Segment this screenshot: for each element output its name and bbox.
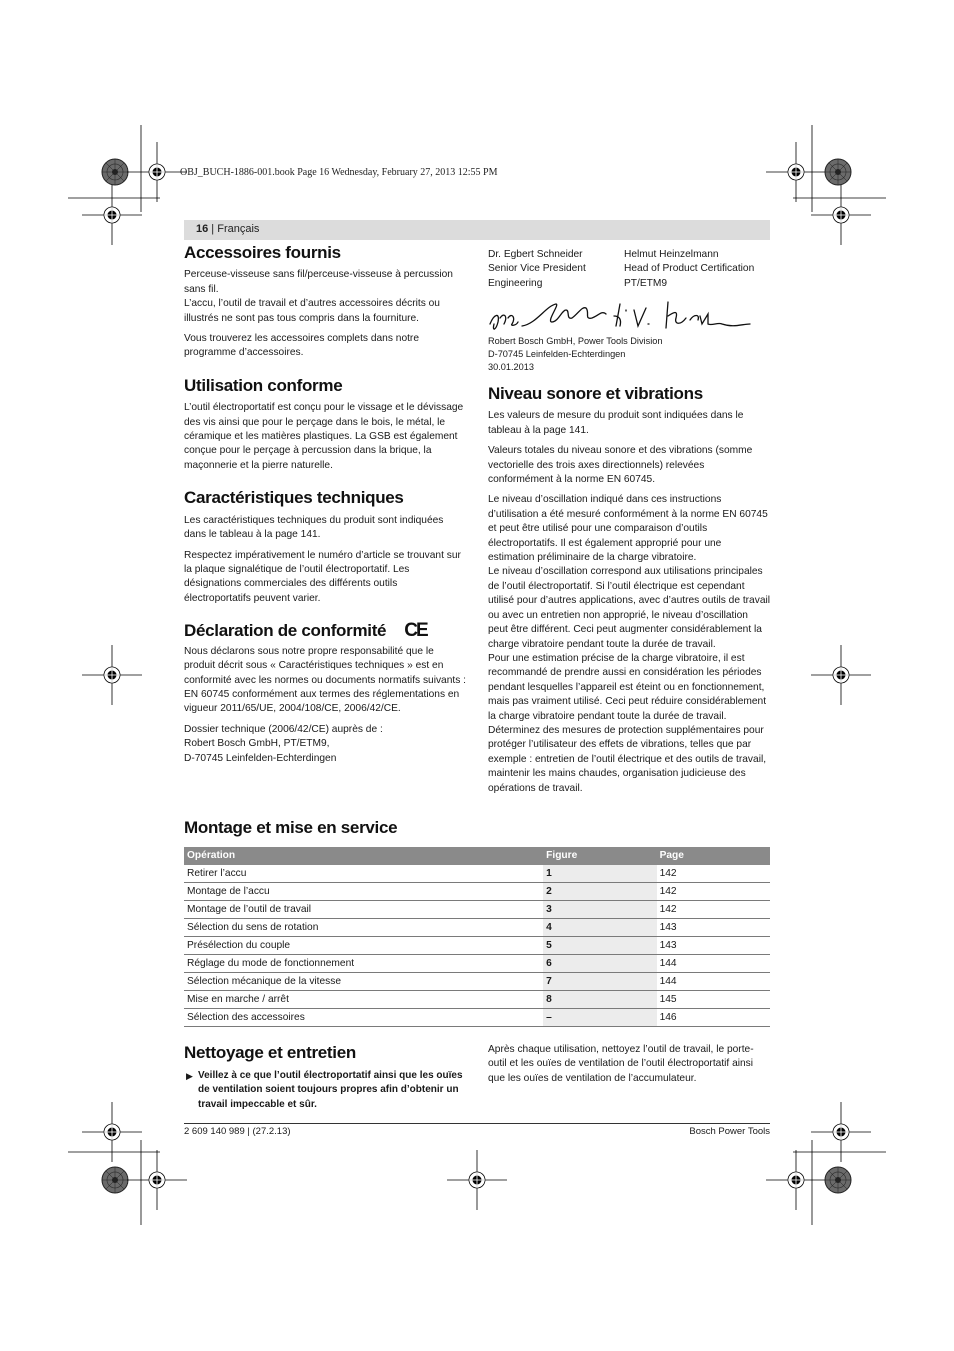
cell-figure: 7 [543,973,656,990]
cell-figure: – [543,1009,656,1026]
table-row [184,1009,770,1027]
niveau-p1: Les valeurs de mesure du produit sont indiquées dans le tableau à la page 141. [488,410,744,436]
col-header-figure: Figure [546,850,578,861]
signatory-left-name: Dr. Egbert Schneider [488,249,583,260]
cell-figure: 3 [543,901,656,918]
utilisation-p1: L’outil électroportatif est conçu pour le vissage et le dévissage des vis ainsi que pour le perçage dans le bois, le métal, le céramique et les matières plastiques. La GSB est également conçue pour le perçage à percussion dans la brique, la maçonnerie et la pierre naturelle. [184,402,464,471]
section-title-caracteristiques: Caractéristiques techniques [184,488,404,508]
signatory-right-dept: PT/ETM9 [624,277,668,289]
section-title-accessoires: Accessoires fournis [184,243,341,262]
nettoyage-bullet [184,1069,468,1112]
cell-figure: 4 [543,919,656,936]
cell-figure: 5 [543,937,656,954]
niveau-p3: Le niveau d’oscillation indiqué dans ces instructions d’utilisation a été mesuré conformément à la norme EN 60745 et peut être utilisé pour une comparaison d’outils électroportatifs. Il est également approprié pour une estimation préliminaire de la charge vibratoire. [488,494,768,564]
cell-page: 142 [659,886,677,897]
signatory-date: 30.01.2013 [488,362,534,373]
cell-figure: 2 [543,883,656,900]
section-title-niveau: Niveau sonore et vibrations [488,384,703,403]
table-row [184,919,770,937]
declaration-p2 [184,723,466,766]
cell-operation: Mise en marche / arrêt [187,994,289,1005]
page-header: 16 | Français [184,220,770,240]
handwritten-signatures [486,296,766,336]
cell-operation: Sélection du sens de rotation [187,922,319,933]
col-header-page: Page [659,850,684,861]
declaration-company-line: Robert Bosch GmbH, PT/ETM9, [184,738,330,750]
accessoires-p2: L’accu, l’outil de travail et d’autres accessoires décrits ou illustrés ne sont pas tous compris dans la fourniture. [184,298,440,324]
table-row [184,865,770,883]
table-row [184,883,770,901]
montage-table [184,847,770,1027]
ce-mark-icon: CE [404,620,427,642]
signatory-right-name: Helmut Heinzelmann [624,249,719,260]
cell-page: 146 [659,1012,677,1023]
cell-page: 144 [659,976,677,987]
section-title-nettoyage: Nettoyage et entretien [184,1043,356,1062]
footer-doc-number: 2 609 140 989 | (27.2.13) [184,1126,291,1137]
bullet-arrow-icon: ▶ [186,1071,193,1081]
niveau-p2: Valeurs totales du niveau sonore et des vibrations (somme vectorielle des trois axes directionnels) relevées conformément à la norme EN 60745. [488,445,753,486]
niveau-p4: Le niveau d’oscillation correspond aux utilisations principales de l’outil électroportatif. Si l’outil électrique est cependant utilisé pour d’autres applications, avec d’autres outils de travail ou avec un entretien non approprié, le niveau d’oscillation peut être différent. Ceci peut augmenter considérablement la charge vibratoire pendant toute la durée de travail. [488,566,771,650]
cell-operation: Montage de l’outil de travail [187,904,312,915]
cell-operation: Montage de l’accu [187,886,270,897]
footer-divider [184,1123,770,1124]
signatory-company: Robert Bosch GmbH, Power Tools Division [488,336,663,346]
caracteristiques-p2: Respectez impérativement le numéro d’article se trouvant sur la plaque signalétique de l’outil électroportatif. Les désignations commerciales des différents outils électroportatifs peuvent varier. [184,549,461,604]
cell-page: 143 [659,940,677,951]
col-header-operation: Opération [187,850,236,861]
cell-figure: 1 [543,865,656,882]
table-row [184,973,770,991]
signatory-address: D-70745 Leinfelden-Echterdingen [488,349,626,360]
signatory-right-role: Head of Product Certification [624,263,755,275]
accessoires-p1: Perceuse-visseuse sans fil/perceuse-visseuse à percussion sans fil. [184,269,453,295]
cell-figure: 6 [543,955,656,972]
cell-operation: Réglage du mode de fonctionnement [187,958,355,969]
cell-operation: Sélection mécanique de la vitesse [187,976,342,987]
cell-page: 144 [659,958,677,969]
signatory-left-dept: Engineering [488,277,543,289]
footer-brand: Bosch Power Tools [689,1126,770,1137]
left-column [184,243,466,772]
print-info: OBJ_BUCH-1886-001.book Page 16 Wednesday, February 27, 2013 12:55 PM [180,167,498,178]
page-language: Français [217,223,260,235]
cell-page: 145 [659,994,677,1005]
cell-page: 143 [659,922,677,933]
nettoyage-p1: Après chaque utilisation, nettoyez l’outil de travail, le porte-outil et les ouïes de ventilation de l’outil électroportatif ainsi que les ouïes de ventilation de l’accumulateur. [488,1044,754,1084]
page-number: 16 [196,223,209,235]
cell-operation: Sélection des accessoires [187,1012,305,1023]
caracteristiques-p1: Les caractéristiques techniques du produit sont indiquées dans le tableau à la page 141. [184,514,444,541]
cell-operation: Retirer l’accu [187,868,247,879]
niveau-p5: Pour une estimation précise de la charge vibratoire, il est recommandé de prendre aussi en considération les périodes pendant lesquelles l’appareil est éteint ou en fonctionnement, mais pas vraiment utilisé. Ceci peut réduire considérablement la charge vibratoire pendant toute la durée de travail. Déterminez des mesures de protection supplémentaires pour protéger l’utilisateur des effets de vibrations, telles que par exemple : entretien de l’outil électrique et des outils de travail, maintenir les mains chaudes, organisation judicieuse des opérations de travail. [488,652,767,794]
cell-page: 142 [659,904,677,915]
accessoires-p3: Vous trouverez les accessoires complets dans notre programme d’accessoires. [184,333,419,359]
table-row [184,991,770,1009]
cell-page: 142 [659,868,677,879]
nettoyage-bullet-text: Veillez à ce que l’outil électroportatif ainsi que les ouïes de ventilation soient toujours propres afin d’obtenir un travail impeccable et sûr. [198,1070,463,1110]
table-header [184,847,770,865]
nettoyage-text [488,1043,770,1092]
cell-operation: Présélection du couple [187,940,291,951]
right-column [488,384,771,802]
declaration-address-line: D-70745 Leinfelden-Echterdingen [184,752,337,764]
table-row [184,937,770,955]
declaration-dossier-line: Dossier technique (2006/42/CE) auprès de : [184,723,383,735]
signatory-left-role: Senior Vice President [488,263,586,275]
section-title-montage: Montage et mise en service [184,818,398,837]
section-title-utilisation: Utilisation conforme [184,375,343,395]
signatory-company-block [488,335,662,375]
cell-figure: 8 [543,991,656,1008]
declaration-title-text: Déclaration de conformité [184,621,387,641]
section-title-declaration [184,620,466,642]
table-row [184,955,770,973]
table-row [184,901,770,919]
declaration-p1: Nous déclarons sous notre propre responsabilité que le produit décrit sous « Caractéristiques techniques » est en conformité avec les normes ou documents normatifs suivants : EN 60745 conformément aux termes des réglementations en vigueur 2011/65/UE, 2004/108/CE, 2006/42/CE. [184,645,466,715]
